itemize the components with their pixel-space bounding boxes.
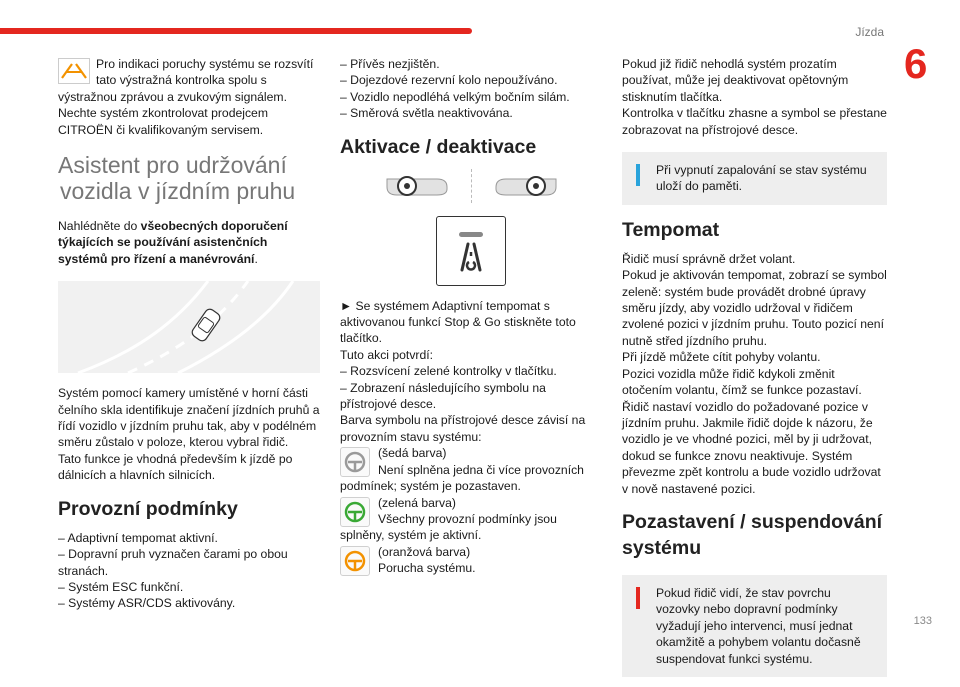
description-1: Systém pomocí kamery umístěné v horní části čelního skla identifikuje značení jízdních pruhů a řídí vozidlo v jízdním pruhu tak, aby v podélném směru zůstalo v poloze, kterou vybral řidič. — [58, 386, 320, 450]
tempomat-text: Pozici vozidla může řidič kdykoli změnit otočením volantu, čímž se funkce pozastaví. — [622, 366, 862, 398]
column-3 — [622, 56, 887, 687]
top-accent-bar — [0, 28, 472, 34]
tempomat-text: Řidič nastaví vozidlo do požadované pozice v jízdním pruhu. Jakmile řidič dojde k názoru, že vozidlo je ve vhodné pozici, měl by ji udržovat, dokud se funkce znovu neaktivuje. Systém převezme zpět kontrolu a bude vozidlo udržovat v nově nastavené pozici. — [622, 399, 881, 496]
condition-item: – Směrová světla neaktivována. — [340, 106, 513, 121]
confirm-item: – Rozsvícení zelené kontrolky v tlačítku. — [340, 364, 557, 379]
refer-paragraph: Nahlédněte do všeobecných doporučení týkajících se používání asistenčních systémů pro řízení a manévrování. — [58, 219, 288, 266]
tempomat-heading: Tempomat — [622, 218, 720, 241]
condition-item: – Přívěs nezjištěn. — [340, 57, 440, 71]
lane-status-icon — [340, 447, 370, 477]
condition-item: – Vozidlo nepodléhá velkým bočním silám. — [340, 89, 570, 104]
warning-exclamation-icon — [636, 587, 640, 609]
tempomat-text: Při jízdě můžete cítit pohyby volantu. — [622, 350, 821, 365]
info-note: Při vypnutí zapalování se stav systému uloží do paměti. — [622, 152, 887, 205]
deactivate-text: Pokud již řidič nehodlá systém prozatím používat, může jej deaktivovat opětovným stisknutím tlačítka. — [622, 57, 849, 104]
lane-status-icon — [340, 497, 370, 527]
confirm-item: – Zobrazení následujícího symbolu na přístrojové desce. — [340, 380, 546, 412]
warning-note: Pokud řidič vidí, že stav povrchu vozovky nebo dopravní podmínky vyžadují jeho intervenci, musí jednat okamžitě a pohybem volantu dočasně suspendovat funkci systému. — [622, 575, 887, 677]
condition-item: – Dojezdové rezervní kolo nepoužíváno. — [340, 73, 558, 88]
chapter-number: 6 — [904, 40, 928, 87]
activation-heading: Aktivace / deaktivace — [340, 135, 537, 158]
lane-status-icon — [340, 546, 370, 576]
confirm-text: Tuto akci potvrdí: — [340, 347, 434, 362]
condition-item: – Systém ESC funkční. — [58, 579, 184, 594]
indicator-off-text: Kontrolka v tlačítku zhasne a symbol se přestane zobrazovat na přístrojové desce. — [622, 106, 887, 137]
column-2 — [340, 56, 602, 577]
steering-wheel-icon — [383, 169, 453, 203]
info-bar-icon — [636, 164, 640, 186]
status-green: (zelená barva) Všechny provozní podmínky jsou splněny, systém je aktivní. — [340, 495, 557, 543]
fault-text: Pro indikaci poruchy systému se rozsvítí tato výstražná kontrolka spolu s výstražnou zprávou a zvukovým signálem. — [58, 57, 314, 104]
steering-wheel-icon — [490, 169, 560, 203]
status-grey: (šedá barva) Není splněna jedna či více provozních podmínek; systém je pozastaven. — [340, 446, 584, 494]
dealer-text: Nechte systém zkontrolovat prodejcem CITROËN či kvalifikovaným servisem. — [58, 106, 268, 137]
conditions-heading: Provozní podmínky — [58, 497, 238, 520]
page-number: 133 — [913, 615, 932, 627]
status-orange: (oranžová barva) Porucha systému. — [340, 544, 602, 577]
color-info: Barva symbolu na přístrojové desce závisí na provozním stavu systému: — [340, 413, 586, 444]
tempomat-text: Řidič musí správně držet volant. — [622, 251, 796, 266]
column-1 — [58, 56, 320, 612]
lane-warning-icon — [58, 58, 90, 84]
suspend-heading: Pozastavení / suspendování systému — [622, 510, 883, 559]
fault-paragraph — [58, 56, 320, 138]
section-title: Jízda — [855, 25, 884, 39]
steering-wheel-row — [340, 168, 602, 204]
divider — [471, 169, 472, 203]
lane-keep-button-icon — [436, 216, 506, 286]
condition-item: – Dopravní pruh vyznačen čarami po obou stranách. — [58, 547, 288, 578]
condition-item: – Systémy ASR/CDS aktivovány. — [58, 596, 236, 611]
lane-illustration — [58, 281, 320, 373]
activation-step: ► Se systémem Adaptivní tempomat s aktivovanou funkcí Stop & Go stiskněte toto tlačítko. — [340, 298, 576, 346]
condition-item: – Adaptivní tempomat aktivní. — [58, 530, 218, 545]
lane-assist-heading: Asistent pro udržování vozidla v jízdním pruhu — [58, 152, 296, 205]
tempomat-text: Pokud je aktivován tempomat, zobrazí se symbol zeleně: systém bude provádět drobné úpravy směru jízdy, aby vozidlo udržoval v řidičem zvolené pozici v jízdním pruhu. Touto pozicí není nutně střed jízdního pruhu. — [622, 268, 887, 348]
description-2: Tato funkce je vhodná především k jízdě po dálnicích a hlavních silnicích. — [58, 451, 293, 483]
